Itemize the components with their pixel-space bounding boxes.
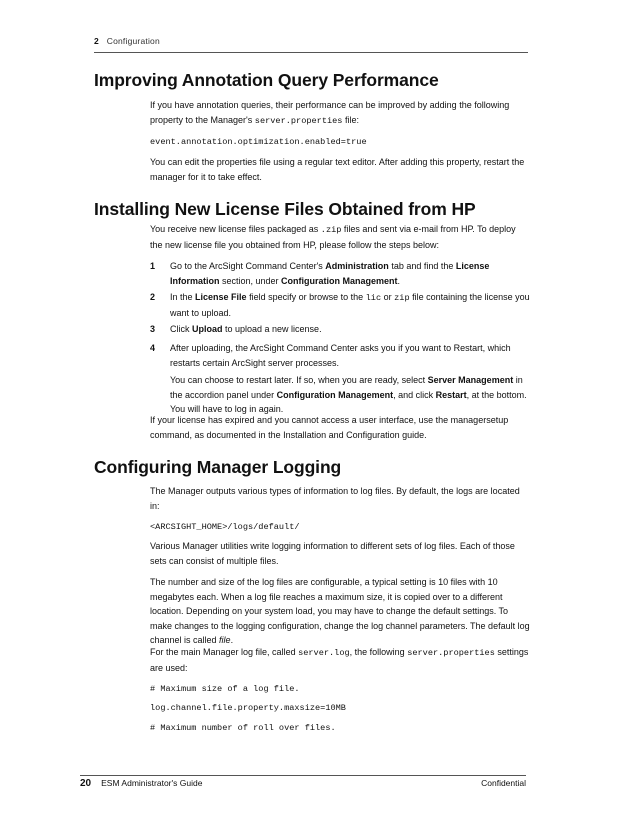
paragraph-license-expired: If your license has expired and you cannot access a user interface, use the managersetup command, as documented in the Installation and Configuration guide. (150, 415, 509, 440)
paragraph-annotation-intro: If you have annotation queries, their performance can be improved by adding the following property to the Manager's server.properties file: (150, 100, 510, 126)
code-maxsize-property: log.channel.file.property.maxsize=10MB (150, 703, 346, 713)
code-log-path: <ARCSIGHT_HOME>/logs/default/ (150, 522, 300, 532)
section-title-license: Installing New License Files Obtained from HP (94, 199, 476, 219)
step-number: 1 (150, 261, 156, 271)
code-comment-maxsize: # Maximum size of a log file. (150, 684, 300, 694)
chapter-title: Configuration (106, 36, 160, 46)
paragraph-restart-later: You can choose to restart later. If so, when you are ready, select Server Management in the accordion panel under Configuration Management, and click Restart, at the bottom. You will have to log in again. (170, 375, 527, 414)
code-comment-rollover: # Maximum number of roll over files. (150, 723, 336, 733)
chapter-number: 2 (94, 36, 99, 46)
step-number: 3 (150, 324, 156, 334)
paragraph-annotation-restart: You can edit the properties file using a regular text editor. After adding this property, restart the manager for it to take effect. (150, 157, 525, 182)
step-number: 2 (150, 292, 156, 302)
confidential-label: Confidential (481, 778, 526, 788)
paragraph-logging-config: The number and size of the log files are configurable, a typical setting is 10 files with 10 megabytes each. When a log file reaches a maximum size, it is copied over to a different location. Depending on your system load, you may have to change the default settings. To make changes to the logging configuration, change the log channel parameters. The default log channel is called file. (150, 577, 530, 645)
section-title-logging: Configuring Manager Logging (94, 457, 342, 477)
guide-title: ESM Administrator's Guide (101, 778, 203, 788)
page-header (94, 36, 528, 53)
page-number: 20 (80, 778, 92, 789)
section-title-annotation-query: Improving Annotation Query Performance (94, 70, 439, 90)
code-annotation-property: event.annotation.optimization.enabled=true (150, 137, 367, 147)
paragraph-license-intro: You receive new license files packaged as .zip files and sent via e-mail from HP. To deploy the new license file you obtained from HP, please follow the steps below: (150, 224, 516, 250)
step-number: 4 (150, 343, 156, 353)
paragraph-logging-intro: The Manager outputs various types of information to log files. By default, the logs are located in: (150, 486, 520, 511)
paragraph-server-log: For the main Manager log file, called server.log, the following server.properties settings are used: (150, 647, 529, 673)
paragraph-logging-utilities: Various Manager utilities write logging information to different sets of log files. Each of those sets can consist of multiple files. (150, 541, 515, 566)
page-footer (80, 775, 526, 791)
